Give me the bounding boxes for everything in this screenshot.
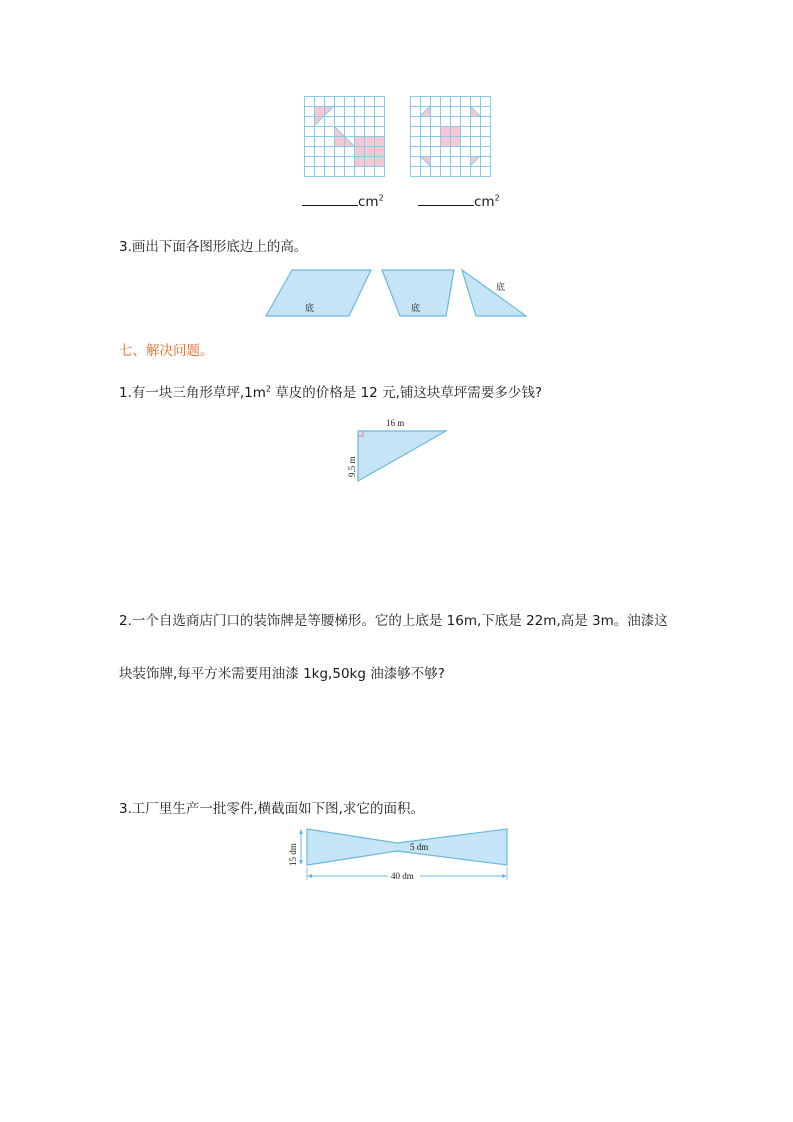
label-5dm: 5 dm xyxy=(410,842,429,852)
blank-line[interactable] xyxy=(418,193,474,206)
bowtie-figure xyxy=(282,824,514,884)
parallelogram-shape xyxy=(266,270,371,316)
section-title: 七、解决问题。 xyxy=(119,343,214,359)
problem-1-text-part2: 草皮的价格是 12 元,铺这块草坪需要多少钱? xyxy=(271,385,543,401)
arrow-right xyxy=(502,874,507,878)
problem-1-text xyxy=(119,381,542,401)
height-shapes xyxy=(262,266,532,320)
grid-figure-right xyxy=(410,96,492,178)
bowtie-shape xyxy=(307,829,507,865)
problem-2-line-2: 块装饰牌,每平方米需要用油漆 1kg,50kg 油漆够不够? xyxy=(119,666,445,682)
unit-label: cm xyxy=(358,194,379,210)
grid-figure-left xyxy=(304,96,386,178)
base-label-parallelogram: 底 xyxy=(305,303,315,313)
label-16m: 16 m xyxy=(386,418,405,428)
label-9-5m: 9.5 m xyxy=(347,456,357,477)
answer-blank-right[interactable] xyxy=(418,193,500,210)
problem-1-text-part1: 1.有一块三角形草坪,1m xyxy=(119,385,266,401)
unit-label: cm xyxy=(474,194,495,210)
pink-square xyxy=(354,136,384,166)
problem-2-line-1: 2.一个自选商店门口的装饰牌是等腰梯形。它的上底是 16m,下底是 22m,高是 3m。油漆这 xyxy=(119,613,668,629)
answer-blank-left[interactable] xyxy=(302,193,384,210)
arrow-left xyxy=(307,874,312,878)
arrow-down xyxy=(299,860,303,865)
arrow-up xyxy=(299,829,303,834)
question-3-draw-heights: 3.画出下面各图形底边上的高。 xyxy=(119,239,308,255)
problem-1-exponent: 2 xyxy=(265,384,272,394)
triangle-shape xyxy=(462,270,526,316)
unit-exponent: 2 xyxy=(378,193,384,203)
unit-exponent: 2 xyxy=(494,193,500,203)
right-triangle xyxy=(358,431,446,481)
label-15dm: 15 dm xyxy=(288,843,298,866)
base-label-triangle: 底 xyxy=(496,282,506,292)
base-label-trapezoid: 底 xyxy=(411,303,421,313)
label-40dm: 40 dm xyxy=(391,871,414,881)
blank-line[interactable] xyxy=(302,193,358,206)
right-triangle-figure xyxy=(346,413,450,485)
problem-3-text: 3.工厂里生产一批零件,横截面如下图,求它的面积。 xyxy=(119,801,424,817)
